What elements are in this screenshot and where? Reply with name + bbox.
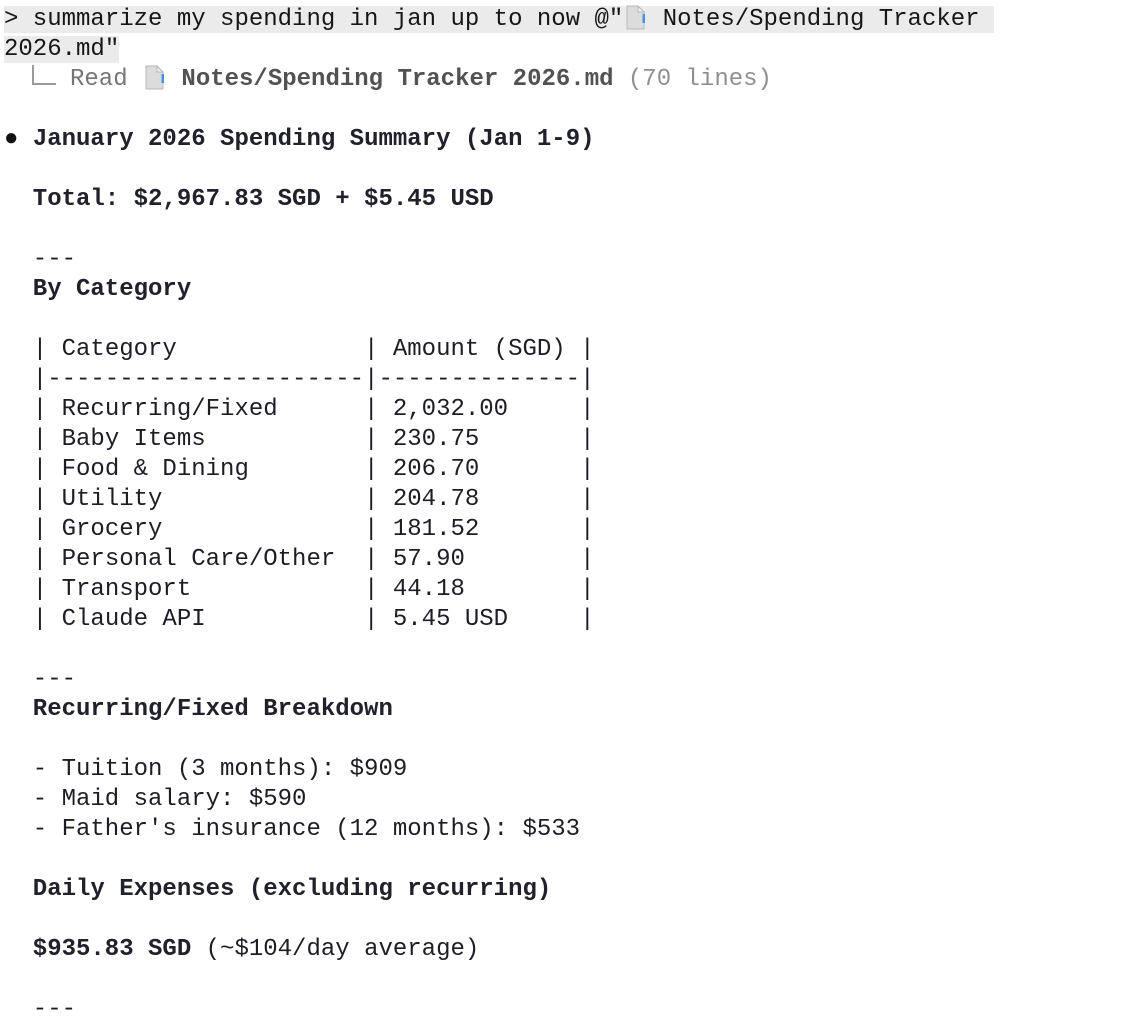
table-row — [4, 545, 1146, 575]
table-cell-amount: 181.52 — [392, 516, 480, 543]
by-category-heading: By Category — [32, 276, 192, 303]
table-cell-category: Food & Dining — [61, 456, 249, 483]
table-pipe: | — [580, 546, 595, 573]
table-pipe: | — [32, 456, 62, 483]
table-cell-amount: 5.45 USD — [392, 606, 509, 633]
table-pipe: | — [364, 546, 393, 573]
table-row — [4, 605, 1146, 635]
table-row — [4, 485, 1146, 515]
table-pipe: | — [32, 336, 62, 363]
response-bullet-icon: ● — [4, 126, 19, 153]
table-separator-row: |----------------------|--------------| — [32, 366, 595, 393]
table-header-amount: Amount (SGD) — [392, 336, 566, 363]
recurring-breakdown-heading: Recurring/Fixed Breakdown — [32, 696, 393, 723]
table-pipe: | — [364, 396, 393, 423]
table-cell-category: Baby Items — [61, 426, 206, 453]
table-pipe: | — [32, 486, 62, 513]
list-item: - Father's insurance (12 months): $533 — [32, 816, 581, 843]
table-cell-amount: 230.75 — [392, 426, 480, 453]
table-header-category: Category — [61, 336, 177, 363]
summary-heading: January 2026 Spending Summary (Jan 1-9) — [32, 126, 595, 153]
prompt-text-before-file: > summarize my spending in jan up to now @" — [4, 6, 624, 33]
table-row — [4, 515, 1146, 545]
table-pipe: | — [580, 576, 595, 603]
table-cell-category: Transport — [61, 576, 192, 603]
table-pipe: | — [32, 426, 62, 453]
table-pipe: | — [580, 426, 595, 453]
tool-file-name: Notes/Spending Tracker 2026.md — [181, 66, 614, 93]
table-row — [4, 575, 1146, 605]
table-pipe: | — [580, 516, 595, 543]
daily-expenses-amount: $935.83 SGD — [32, 936, 192, 963]
table-row — [4, 395, 1146, 425]
table-cell-category: Utility — [61, 486, 163, 513]
daily-expenses-line — [4, 935, 1146, 965]
table-pipe: | — [32, 396, 62, 423]
table-pipe: | — [580, 396, 595, 423]
document-icon — [625, 5, 646, 30]
table-cell-amount: 206.70 — [392, 456, 480, 483]
table-cell-amount: 204.78 — [392, 486, 480, 513]
total-line: Total: $2,967.83 SGD + $5.45 USD — [32, 186, 494, 213]
response-heading-line — [4, 125, 1146, 155]
divider: --- — [32, 246, 77, 273]
table-pipe: | — [580, 606, 595, 633]
table-cell-amount: 44.18 — [392, 576, 465, 603]
table-pipe: | — [32, 606, 62, 633]
table-pipe: | — [364, 606, 393, 633]
table-pipe: | — [580, 336, 595, 363]
prompt-text-after-file: Notes/Spending Tracker 2026.md" — [4, 6, 994, 63]
table-row — [4, 425, 1146, 455]
table-pipe: | — [32, 516, 62, 543]
table-cell-amount: 2,032.00 — [392, 396, 509, 423]
table-pipe: | — [364, 426, 393, 453]
divider: --- — [32, 996, 77, 1023]
tool-call-line — [4, 65, 1146, 95]
table-pipe: | — [364, 516, 393, 543]
table-pipe: | — [32, 546, 62, 573]
table-pipe: | — [364, 336, 393, 363]
user-prompt — [4, 5, 1054, 65]
table-cell-category: Personal Care/Other — [61, 546, 336, 573]
table-pipe: | — [32, 576, 62, 603]
table-row — [4, 455, 1146, 485]
table-header-row — [4, 335, 1146, 365]
table-pipe: | — [364, 456, 393, 483]
table-cell-category: Grocery — [61, 516, 163, 543]
list-item: - Tuition (3 months): $909 — [32, 756, 408, 783]
table-pipe: | — [580, 456, 595, 483]
tool-action-label: Read — [70, 66, 128, 93]
tool-connector-icon — [32, 65, 56, 85]
table-cell-amount: 57.90 — [392, 546, 465, 573]
table-cell-category: Recurring/Fixed — [61, 396, 278, 423]
divider: --- — [32, 666, 77, 693]
user-prompt-text — [4, 6, 994, 63]
daily-expenses-note: (~$104/day average) — [191, 936, 480, 963]
list-item: - Maid salary: $590 — [32, 786, 307, 813]
table-pipe: | — [580, 486, 595, 513]
table-pipe: | — [364, 486, 393, 513]
table-cell-category: Claude API — [61, 606, 206, 633]
daily-expenses-heading: Daily Expenses (excluding recurring) — [32, 876, 552, 903]
document-icon — [144, 65, 165, 90]
tool-result-meta: (70 lines) — [627, 66, 772, 93]
table-pipe: | — [364, 576, 393, 603]
